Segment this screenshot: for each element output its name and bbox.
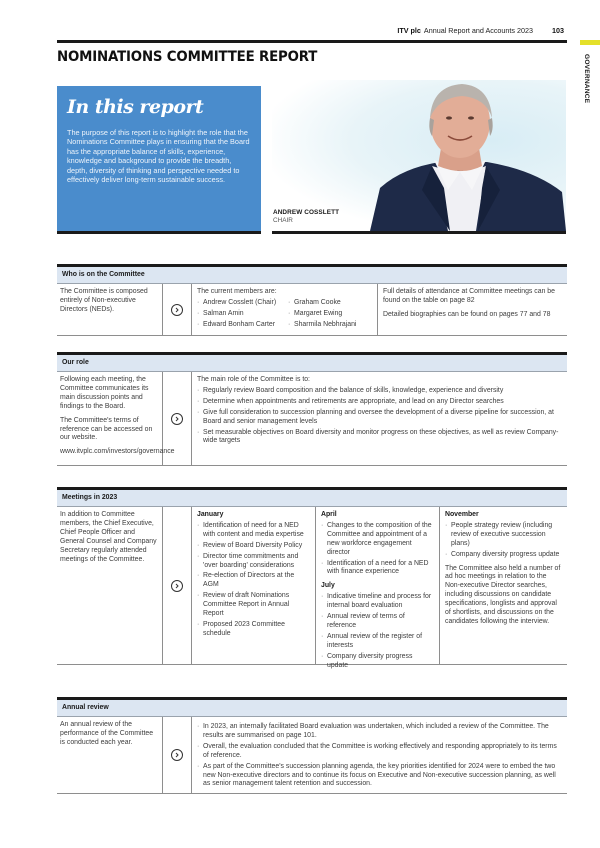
agenda-item: · Annual review of terms of reference	[321, 613, 434, 631]
review-item: · As part of the Committee's succession planning agenda, the key priorities identified for 2024 were to embed the two new Non-executive directors and to continue its focus on Executive and Non-executive succession planning, as well as senior management talent retention and succession.	[197, 763, 562, 790]
meeting-month: January	[197, 511, 224, 518]
section-summary	[57, 372, 175, 465]
meeting-agenda	[321, 593, 434, 670]
summary-text: The Committee is composed entirely of Non-executive Directors (NEDs).	[60, 288, 148, 313]
running-header	[0, 26, 600, 38]
section-body	[57, 372, 567, 466]
agenda-item: · Proposed 2023 Committee schedule	[197, 621, 310, 639]
running-header-title	[397, 26, 533, 35]
section-heading: Our role	[57, 355, 567, 372]
meeting-column-january	[192, 507, 316, 664]
role-item: · Set measurable objectives on Board diversity and monitor progress on these objectives, as well as review Company-wide targets	[197, 429, 562, 447]
intro-heading: In this report	[67, 96, 204, 118]
section-heading: Meetings in 2023	[57, 490, 567, 507]
chair-role: CHAIR	[273, 217, 293, 224]
meeting-column-november	[440, 507, 567, 664]
biographies-note: Detailed biographies can be found on pages 77 and 78	[383, 310, 551, 318]
section-summary	[57, 507, 163, 664]
meeting-month: April	[321, 511, 337, 518]
member-item: · Graham Cooke	[288, 299, 374, 308]
section-body	[57, 507, 567, 669]
meeting-column-april-july	[316, 507, 440, 669]
agenda-item: · Identification of need for a NED with content and media expertise	[197, 522, 310, 540]
arrow-cell	[163, 717, 192, 793]
brand-name: ITV plc	[397, 26, 421, 35]
meeting-agenda	[197, 522, 310, 639]
section-summary	[57, 717, 163, 793]
review-list	[197, 723, 562, 789]
meeting-month: July	[321, 582, 335, 590]
page-number: 103	[552, 26, 564, 35]
agenda-item: · Review of draft Nominations Committee Report in Annual Report	[197, 592, 310, 619]
role-details	[192, 372, 567, 465]
agenda-item: · Review of Board Diversity Policy	[197, 542, 310, 551]
arrow-cell	[163, 284, 192, 335]
section-heading: Annual review	[57, 700, 567, 717]
agenda-item: · Changes to the composition of the Committee and appointment of a new workforce engagement director	[321, 522, 434, 558]
review-details	[192, 717, 567, 793]
agenda-item: · Indicative timeline and process for internal board evaluation	[321, 593, 434, 611]
arrow-cell	[163, 372, 192, 465]
governance-link[interactable]: www.itvplc.com/investors/governance	[60, 448, 175, 456]
attendance-note: Full details of attendance at Committee meetings can be found on the table on page 82	[383, 288, 555, 304]
chevron-right-circle-icon	[171, 413, 183, 425]
chevron-right-circle-icon	[171, 580, 183, 592]
chair-name: ANDREW COSSLETT	[273, 209, 340, 216]
summary-text: In addition to Committee members, the Chief Executive, Chief People Officer and General Counsel and Company Secretary regularly attended meetings of the Committee.	[60, 511, 157, 563]
section-heading: Who is on the Committee	[57, 267, 567, 284]
summary-text: An annual review of the performance of the Committee is conducted each year.	[60, 721, 154, 746]
members-grid	[197, 297, 372, 330]
member-item: · Sharmila Nebhrajani	[288, 321, 374, 330]
meeting-agenda	[445, 522, 562, 560]
section-tab-label: GOVERNANCE	[583, 54, 590, 104]
section-body	[57, 284, 567, 336]
members-lead: The current members are:	[197, 288, 277, 295]
role-item: · Give full consideration to succession planning and oversee the development of a diverse pipeline for succession, at Board and senior management levels	[197, 409, 562, 427]
agenda-item: · Annual review of the register of interests	[321, 633, 434, 651]
agenda-item: · Re-election of Directors at the AGM	[197, 572, 310, 590]
member-item: · Margaret Ewing	[288, 310, 374, 319]
agenda-item: · Director time commitments and 'over boarding' considerations	[197, 553, 310, 571]
arrow-cell	[163, 507, 192, 664]
role-list	[197, 387, 562, 446]
section-meetings-2023	[57, 487, 567, 669]
agenda-item: · Company diversity progress update	[445, 551, 562, 560]
chevron-right-circle-icon	[171, 304, 183, 316]
ad-hoc-meetings-note: The Committee also held a number of ad hoc meetings in relation to the Non-executive Director searches, including discussions on candidate specifications, longlists and approval of shortlists, and discussions on the candidates following the interview.	[445, 564, 561, 625]
agenda-item: · People strategy review (including review of executive succession plans)	[445, 522, 562, 549]
header-rule	[57, 40, 567, 43]
meeting-agenda	[321, 522, 434, 577]
summary-text: Following each meeting, the Committee communicates its main discussion points and findings to the Board.	[60, 376, 149, 410]
member-item: · Edward Bonham Carter	[197, 321, 288, 330]
summary-text: The Committee's terms of reference can be accessed on our website.	[60, 416, 153, 442]
section-annual-review	[57, 697, 567, 794]
role-item: · Regularly review Board composition and the balance of skills, knowledge, experience and diversity	[197, 387, 562, 396]
role-item: · Determine when appointments and retirements are appropriate, and lead on any Director searches	[197, 398, 562, 407]
review-item: · In 2023, an internally facilitated Board evaluation was undertaken, which included a review of the Committee. The results are summarised on page 101.	[197, 723, 562, 741]
report-title: Annual Report and Accounts 2023	[423, 26, 533, 35]
section-summary	[57, 284, 163, 335]
chevron-right-circle-icon	[171, 749, 183, 761]
intro-box	[57, 86, 261, 231]
review-item: · Overall, the evaluation concluded that the Committee is working effectively and responding appropriately to its terms of reference.	[197, 743, 562, 761]
section-our-role	[57, 352, 567, 466]
agenda-item: · Company diversity progress update	[321, 653, 434, 671]
page-title: NOMINATIONS COMMITTEE REPORT	[57, 49, 318, 65]
section-tab-marker	[580, 40, 600, 45]
members-notes	[378, 284, 567, 335]
member-item: · Salman Amin	[197, 310, 288, 319]
section-body	[57, 717, 567, 794]
agenda-item: · Identification of a need for a NED with finance experience	[321, 560, 434, 578]
portrait-rule	[272, 231, 566, 234]
section-who-is-on-committee	[57, 264, 567, 336]
meeting-month: November	[445, 511, 479, 518]
role-lead: The main role of the Committee is to:	[197, 376, 310, 383]
intro-rule	[57, 231, 261, 234]
members-list	[192, 284, 378, 335]
intro-body: The purpose of this report is to highlight the role that the Nominations Committee plays in ensuring that the Board has the appropriate balance of skills, experience, knowledge and background to provide the breadth, depth, diversity of thinking and perspective needed to effectively deliver long-term sustainable success.	[67, 128, 250, 185]
member-item: · Andrew Cosslett (Chair)	[197, 299, 288, 308]
